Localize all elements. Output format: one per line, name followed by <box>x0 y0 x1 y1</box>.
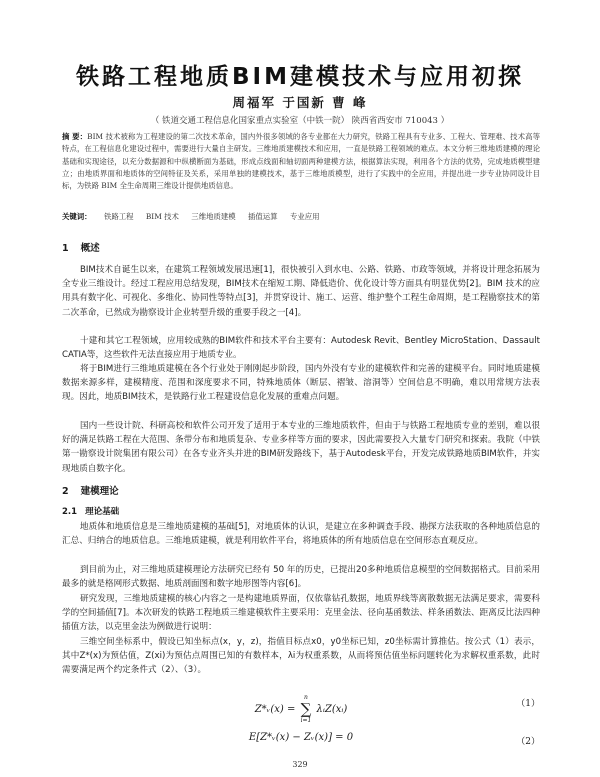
paper-title: 铁路工程地质BIM建模技术与应用初探 <box>76 64 524 90</box>
equation-lhs: Z*ᵥ(x) = <box>254 704 296 715</box>
section-title: 概述 <box>80 243 100 254</box>
subsection-title: 理论基础 <box>85 507 120 517</box>
paragraph: 三维空间坐标系中，假设已知坐标点(x，y，z)，指值目标点x0，y0坐标已知，z0坐标需计算推估。按公式（1）表示，其中Z*(x)为预估值，Z(xi)为预估点周围已知的有数样本，λi为权重系数，从而将预估值坐标问题转化为求解权重系数，此时需要满足两个约定条件式（2）、（3）。 <box>62 637 540 676</box>
equation-2 <box>62 728 540 754</box>
keyword: BIM 技术 <box>145 212 179 221</box>
keywords-label: 关键词： <box>62 212 92 221</box>
keyword: 三维地质建模 <box>191 212 236 221</box>
summation-symbol: n ∑ i=1 <box>300 694 312 724</box>
section-heading <box>62 483 119 497</box>
paragraph: BIM技术自诞生以来，在建筑工程领域发展迅速[1]，很快被引入到水电、公路、铁路、市政等领域，并将设计理念拓展为全专业三维设计。经过工程应用总结发现，BIM技术在缩短工期、降低造价、优化设计等方面具有明显优势[2]。BIM 技术的应用具有数字化、可视化、多维化、协同性等特点[3]，并贯穿设计、施工、运营、维护整个工程生命周期，是工程勘察技术的第二次革命，已然成为勘察设计企业转型升级的重要手段之一[4]。 <box>62 265 540 318</box>
section-number: 2 <box>62 486 69 497</box>
paragraph: 研究发现，三维地质建模的核心内容之一是构建地质界面，仅依靠钻孔数据，地质界线等离散数据无法满足要求，需要科学的空间插值[7]。本次研发的铁路工程地质三维建模软件主要采用：克里金法、径向基函数法、样条函数法、距离反比法四种插值方法，以克里金法为例做进行说明： <box>62 594 540 633</box>
keyword: 专业应用 <box>289 212 320 221</box>
paragraph: 十建和其它工程领域，应用较成熟的BIM软件和技术平台主要有：Autodesk Revit、Bentley MicroStation、Dassault CATIA等，这些软件无法直接应用于地质专业。 <box>62 336 540 361</box>
abstract-label: 摘 要： <box>62 132 88 141</box>
equation-rhs: λᵢZ(xᵢ) <box>316 704 348 715</box>
abstract-text: BIM 技术被称为工程建设的第二次技术革命，国内外很多领域的各专业都在大力研究，铁路工程具有专业多、工程大、管理难、技术高等特点，在工程信息化建设过程中，需要进行大量自主研发。三维地质建模技术和应用，一直是铁路工程领域的难点。本文分析三维地质建模的理论基础和实现途径，以充分数据源和中纵横断面为基础，形成点线面和轴切面两种建模方法，根据算法实现，利用各个方法的优势，完成地质模型建立；由地质界面和地质体的空间特征及关系，采用单独的建模技术，基于三维地质模型，进行了实践中的全应用，并提出进一步专业协同设计目标，为铁路 BIM 全生命周期三维设计提供地质信息。 <box>62 132 540 191</box>
equation-number: （2） <box>516 737 540 747</box>
abstract <box>62 131 540 192</box>
section-title: 建模理论 <box>80 486 119 497</box>
equation-body: E[Z*ᵥ(x) − Zᵥ(x)] = 0 <box>248 732 354 743</box>
paragraph: 国内一些设计院、科研高校和软件公司开发了适用于本专业的三维地质软件，但由于与铁路工程地质专业的差别，难以很好的满足铁路工程在大范围、条带分布和地质复杂、专业多样等方面的要求，因此需要投入大量专门研究和探索。我院（中铁第一勘察设计院集团有限公司）在各专业齐头并进的BIM研发路线下，基于Autodesk平台，开发完成铁路地质BIM软件，并实现地质自数字化。 <box>62 421 540 474</box>
equation-number: （1） <box>516 699 540 709</box>
sum-lower-limit: i=1 <box>300 717 312 724</box>
paper-authors: 周福军 于国新 曹 峰 <box>232 95 368 110</box>
keywords <box>62 211 540 223</box>
subsection-heading <box>62 505 119 517</box>
paragraph: 将于BIM进行三维地质建模在各个行业处于刚刚起步阶段，国内外没有专业的建模软件和完善的建模平台。同时地质建模数据来源多样，建模精度、范围和深度要求不同，特殊地质体（断层、褶皱、溶洞等）空间信息不明确，难以用常规方法表现。因此，地质BIM技术，是铁路行业工程建设信息化发展的重难点问题。 <box>62 364 540 403</box>
page-number: 329 <box>292 760 308 769</box>
author-affiliation: （ 铁道交通工程信息化国家重点实验室（中铁一院） 陕西省西安市 710043 ） <box>150 116 450 126</box>
paragraph: 到目前为止，对三维地质建模理论方法研究已经有 50 年的历史，已提出20多种地质信息模型的空间数据格式。目前采用最多的就是格网形式数据、地质剖面图和数字地形图等内容[6]。 <box>62 565 540 590</box>
keyword: 铁路工程 <box>103 212 134 221</box>
subsection-number: 2.1 <box>62 507 78 517</box>
paragraph: 地质体和地质信息是三维地质建模的基础[5]，对地质体的认识，是建立在多种调查手段、勘探方法获取的各种地质信息的汇总、归纳合的地质信息。三维地质建模，就是利用软件平台，将地质体的所有地质信息在空间形态直观反应。 <box>62 522 540 547</box>
section-number: 1 <box>62 243 69 254</box>
section-heading <box>62 240 100 254</box>
sum-upper-limit: n <box>304 694 308 701</box>
keyword: 插值运算 <box>248 212 278 221</box>
equation-1 <box>62 690 540 724</box>
